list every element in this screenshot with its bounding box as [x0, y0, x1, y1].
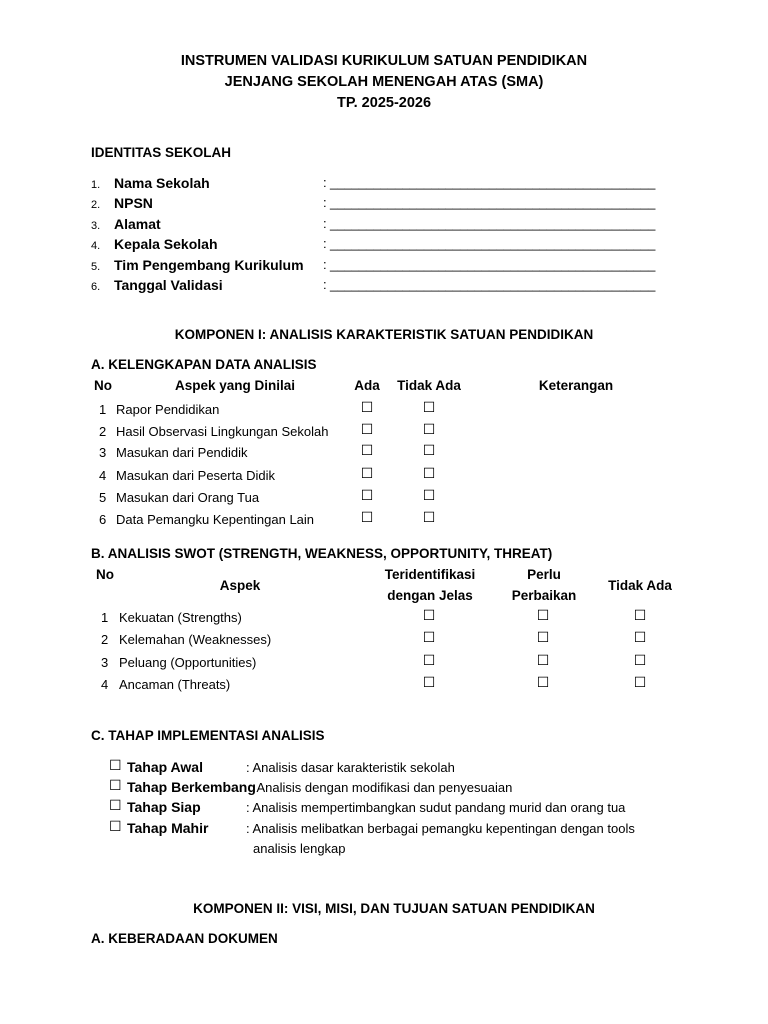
identity-fill-line[interactable]: _____________________________________________ [330, 257, 656, 272]
row-number: 4 [99, 468, 107, 483]
row-number: 2 [99, 424, 107, 439]
row-aspek: Hasil Observasi Lingkungan Sekolah [116, 424, 329, 439]
checkbox-teridentifikasi[interactable]: ☐ [422, 652, 436, 668]
identity-heading: IDENTITAS SEKOLAH [91, 145, 232, 160]
checkbox-tidak-ada[interactable]: ☐ [633, 652, 647, 668]
col-header-aspek: Aspek yang Dinilai [174, 378, 296, 393]
tahap-label: Tahap Siap [127, 799, 201, 815]
checkbox-perlu-perbaikan[interactable]: ☐ [536, 607, 550, 623]
identity-colon: : [323, 175, 327, 190]
identity-colon: : [323, 236, 327, 251]
checkbox-ada[interactable]: ☐ [360, 509, 374, 525]
row-aspek: Masukan dari Pendidik [116, 445, 248, 460]
col-header-perlu-line-2: Perbaikan [511, 588, 577, 603]
checkbox-teridentifikasi[interactable]: ☐ [422, 629, 436, 645]
tahap-desc-continuation: analisis lengkap [253, 841, 346, 856]
checkbox-ada[interactable]: ☐ [360, 442, 374, 458]
col-header-aspek: Aspek [219, 578, 261, 593]
row-number: 3 [101, 655, 109, 670]
tahap-label: Tahap Berkembang [127, 779, 256, 795]
checkbox-tidak-ada[interactable]: ☐ [633, 629, 647, 645]
identity-item-label: Nama Sekolah [114, 175, 210, 191]
row-number: 5 [99, 490, 107, 505]
identity-fill-line[interactable]: _____________________________________________ [330, 195, 656, 210]
doc-title-line-1: INSTRUMEN VALIDASI KURIKULUM SATUAN PENDIDIKAN [180, 53, 588, 69]
col-header-tidak-ada: Tidak Ada [397, 378, 461, 393]
col-header-no: No [96, 567, 114, 582]
identity-fill-line[interactable]: _____________________________________________ [330, 277, 656, 292]
row-number: 4 [101, 677, 109, 692]
identity-fill-line[interactable]: _____________________________________________ [330, 175, 656, 190]
identity-fill-line[interactable]: _____________________________________________ [330, 236, 656, 251]
identity-colon: : [323, 216, 327, 231]
checkbox-ada[interactable]: ☐ [360, 487, 374, 503]
tahap-desc: : Analisis melibatkan berbagai pemangku kepentingan dengan tools [246, 821, 635, 836]
checkbox-perlu-perbaikan[interactable]: ☐ [536, 674, 550, 690]
row-number: 1 [101, 610, 109, 625]
tahap-label: Tahap Awal [127, 759, 203, 775]
col-header-teridentifikasi: Teridentifikasi [384, 567, 476, 582]
section-a-heading: A. KELENGKAPAN DATA ANALISIS [91, 357, 317, 372]
checkbox-tidak-ada[interactable]: ☐ [422, 465, 436, 481]
identity-colon: : [323, 195, 327, 210]
tahap-desc: : Analisis mempertimbangkan sudut pandang murid dan orang tua [246, 800, 626, 815]
identity-item-label: Tim Pengembang Kurikulum [114, 257, 304, 273]
identity-item-number: 2. [91, 199, 101, 211]
identity-colon: : [323, 277, 327, 292]
identity-item-number: 6. [91, 281, 101, 293]
checkbox-tahap-siap[interactable]: ☐ [109, 797, 122, 813]
komponen-2-heading: KOMPONEN II: VISI, MISI, DAN TUJUAN SATUAN PENDIDIKAN [193, 901, 595, 916]
identity-item-label: Alamat [114, 216, 161, 232]
row-aspek: Kelemahan (Weaknesses) [119, 632, 272, 647]
row-aspek: Ancaman (Threats) [119, 677, 231, 692]
checkbox-ada[interactable]: ☐ [360, 421, 374, 437]
row-aspek: Masukan dari Peserta Didik [116, 468, 275, 483]
checkbox-teridentifikasi[interactable]: ☐ [422, 607, 436, 623]
komponen-2-section-a-heading: A. KEBERADAAN DOKUMEN [91, 931, 278, 946]
checkbox-perlu-perbaikan[interactable]: ☐ [536, 652, 550, 668]
row-number: 3 [99, 445, 107, 460]
col-header-keterangan: Keterangan [538, 378, 614, 393]
row-aspek: Masukan dari Orang Tua [116, 490, 260, 505]
row-aspek: Kekuatan (Strengths) [119, 610, 242, 625]
checkbox-ada[interactable]: ☐ [360, 399, 374, 415]
row-aspek: Data Pemangku Kepentingan Lain [116, 512, 315, 527]
identity-item-number: 1. [91, 179, 101, 191]
checkbox-tidak-ada[interactable]: ☐ [422, 509, 436, 525]
tahap-desc: : Analisis dasar karakteristik sekolah [246, 760, 455, 775]
doc-title-line-2: JENJANG SEKOLAH MENENGAH ATAS (SMA) [224, 74, 544, 90]
checkbox-tahap-mahir[interactable]: ☐ [109, 818, 122, 834]
col-header-teridentifikasi-line-2: dengan Jelas [387, 588, 473, 603]
checkbox-tidak-ada[interactable]: ☐ [422, 421, 436, 437]
col-header-ada: Ada [354, 378, 380, 393]
checkbox-tidak-ada[interactable]: ☐ [633, 674, 647, 690]
identity-item-number: 4. [91, 240, 101, 252]
identity-colon: : [323, 257, 327, 272]
checkbox-tidak-ada[interactable]: ☐ [422, 399, 436, 415]
identity-fill-line[interactable]: _____________________________________________ [330, 216, 656, 231]
row-number: 6 [99, 512, 107, 527]
col-header-no: No [94, 378, 112, 393]
checkbox-tidak-ada[interactable]: ☐ [633, 607, 647, 623]
section-c-heading: C. TAHAP IMPLEMENTASI ANALISIS [91, 728, 325, 743]
row-aspek: Rapor Pendidikan [116, 402, 220, 417]
row-number: 2 [101, 632, 109, 647]
identity-item-label: Kepala Sekolah [114, 236, 218, 252]
col-header-tidak-ada: Tidak Ada [608, 578, 672, 593]
identity-item-number: 3. [91, 220, 101, 232]
doc-title-line-3: TP. 2025-2026 [336, 95, 432, 111]
checkbox-teridentifikasi[interactable]: ☐ [422, 674, 436, 690]
col-header-perlu: Perlu [527, 567, 561, 582]
identity-item-label: NPSN [114, 195, 153, 211]
row-number: 1 [99, 402, 107, 417]
checkbox-tahap-awal[interactable]: ☐ [109, 757, 122, 773]
tahap-label: Tahap Mahir [127, 820, 209, 836]
identity-item-number: 5. [91, 261, 101, 273]
komponen-1-heading: KOMPONEN I: ANALISIS KARAKTERISTIK SATUAN PENDIDIKAN [174, 327, 594, 342]
checkbox-ada[interactable]: ☐ [360, 465, 374, 481]
checkbox-tidak-ada[interactable]: ☐ [422, 487, 436, 503]
checkbox-perlu-perbaikan[interactable]: ☐ [536, 629, 550, 645]
row-aspek: Peluang (Opportunities) [119, 655, 257, 670]
section-b-heading: B. ANALISIS SWOT (STRENGTH, WEAKNESS, OPPORTUNITY, THREAT) [91, 546, 553, 561]
identity-item-label: Tanggal Validasi [114, 277, 223, 293]
checkbox-tahap-berkembang[interactable]: ☐ [109, 777, 122, 793]
tahap-desc: : Analisis dengan modifikasi dan penyesuaian [250, 780, 513, 795]
checkbox-tidak-ada[interactable]: ☐ [422, 442, 436, 458]
